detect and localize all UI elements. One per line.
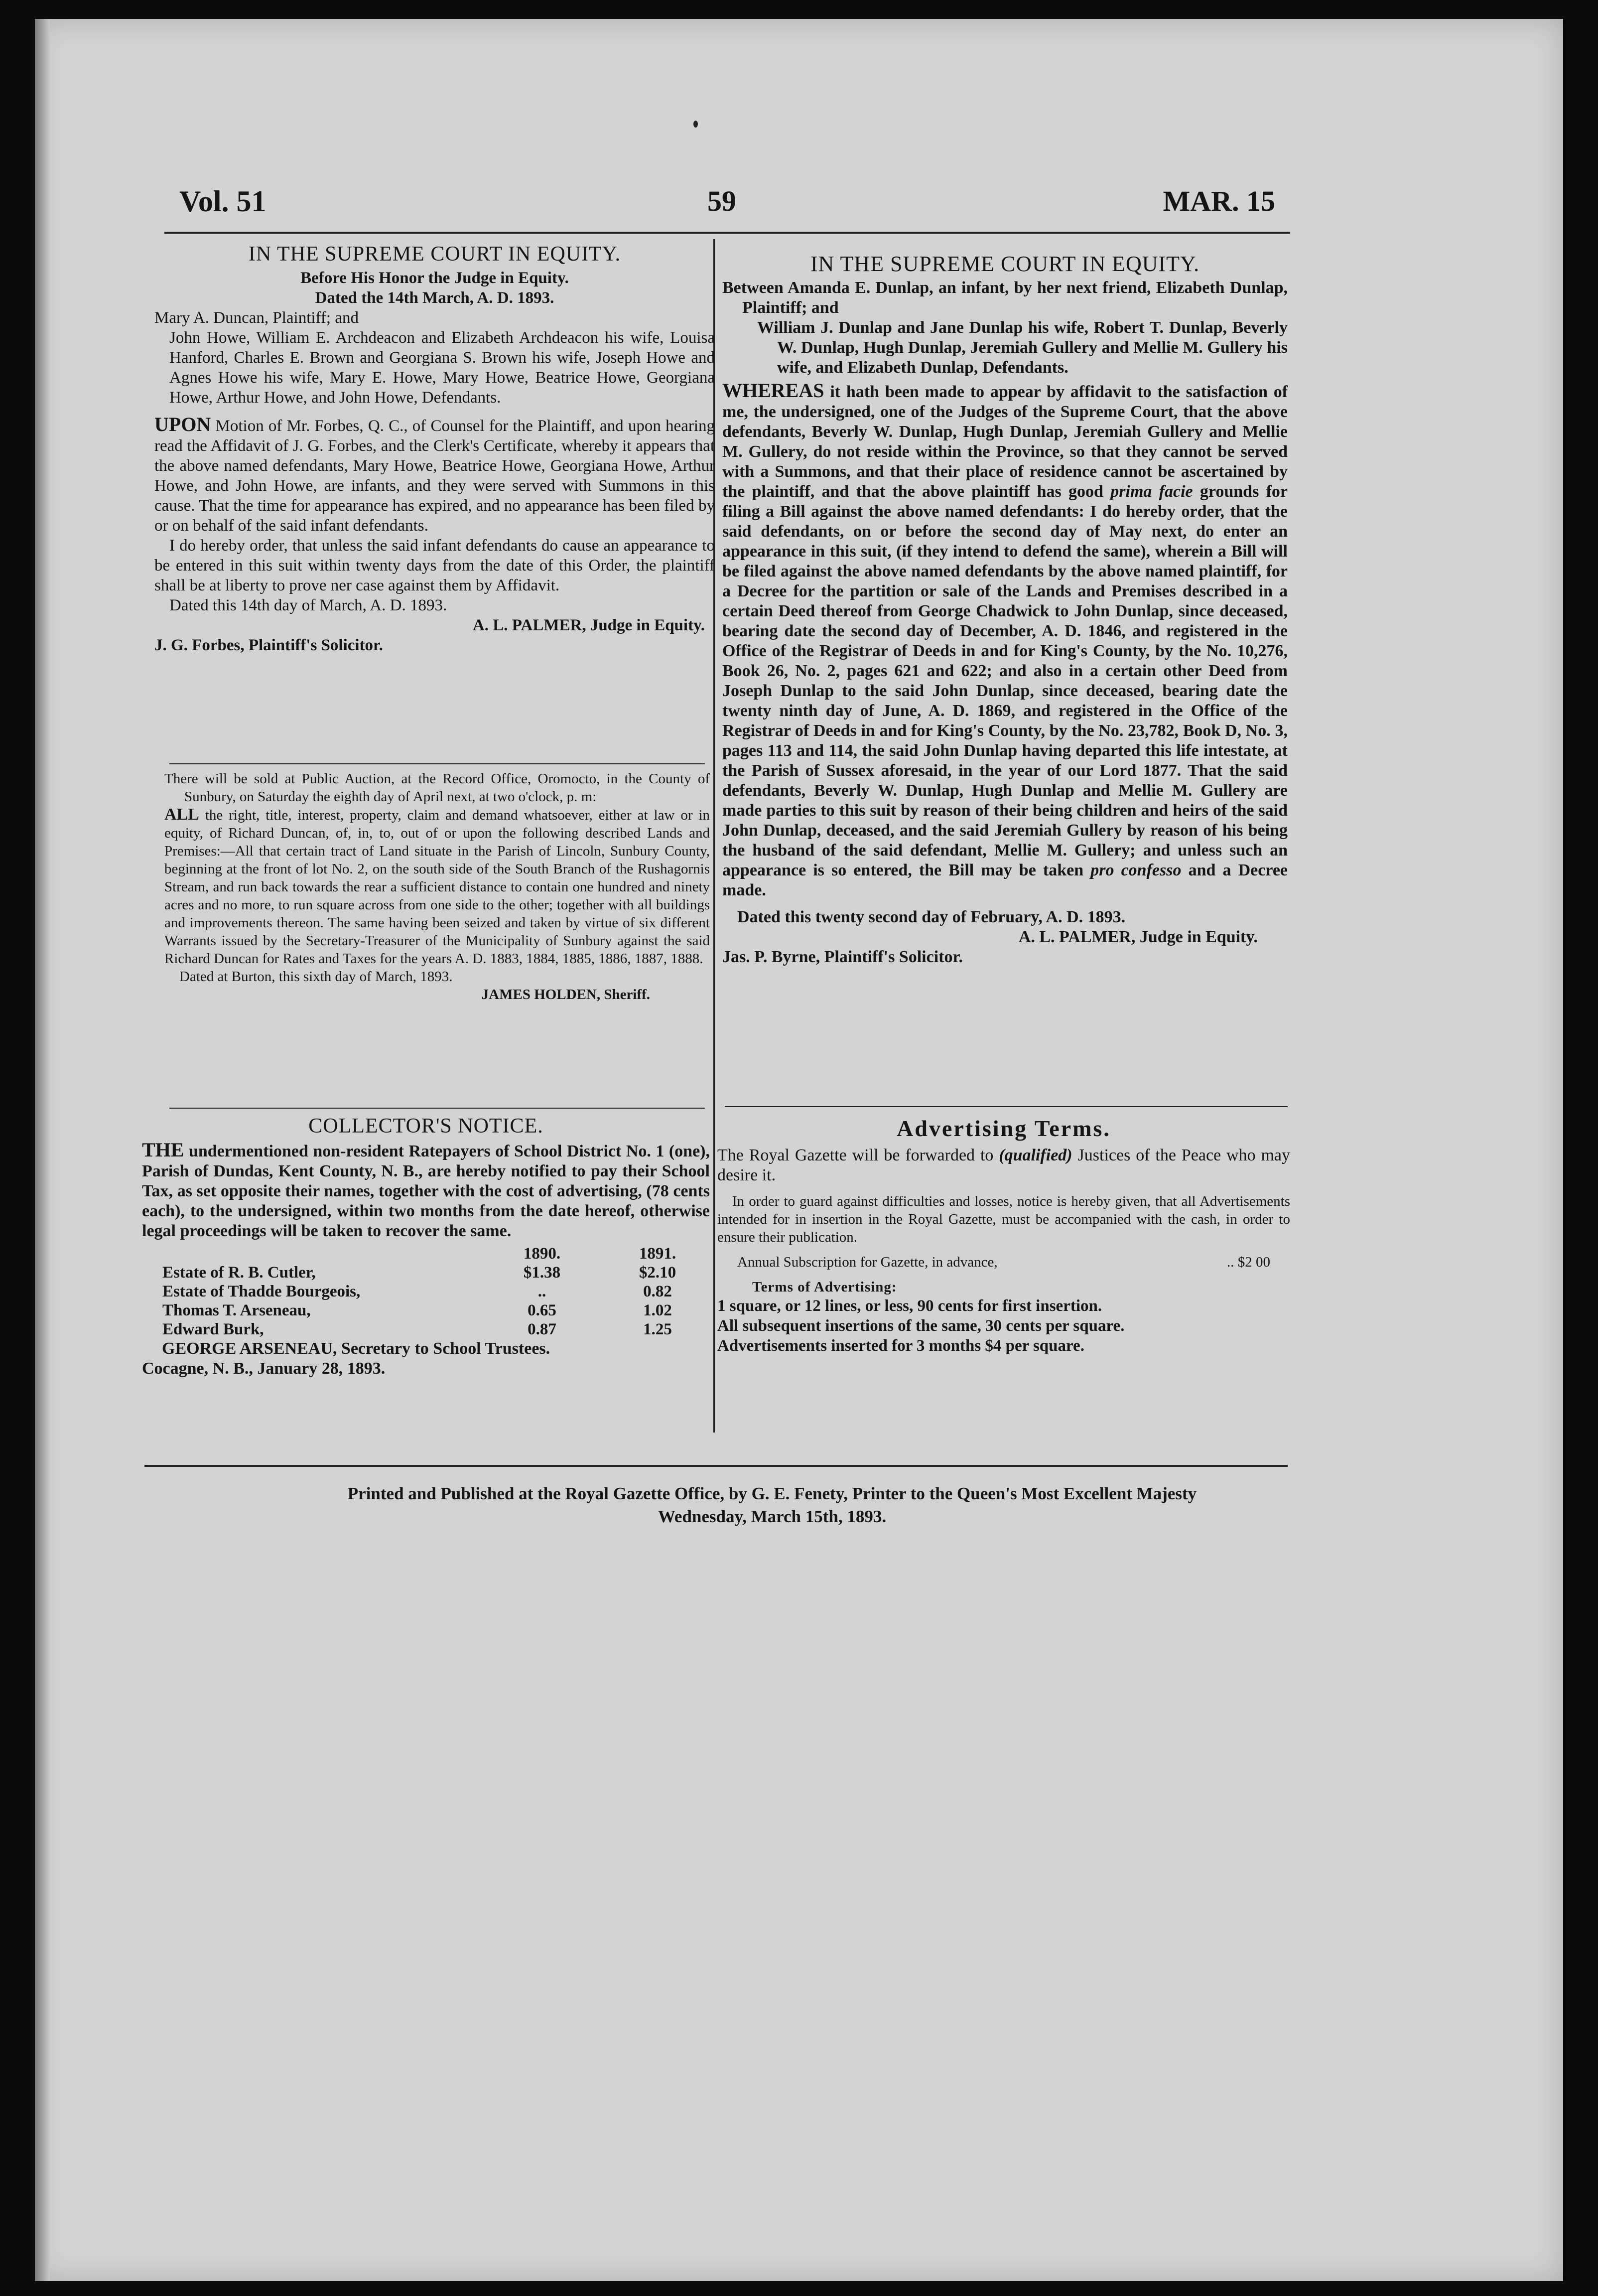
page-gutter: [35, 19, 50, 2281]
header-rule: [164, 232, 1290, 234]
tax-1891: 1.02: [643, 1301, 672, 1319]
notice-defendants: John Howe, William E. Archdeacon and Elizabeth Archdeacon his wife, Louisa Hanford, Charles E. Brown and Georgiana S. Brown his wife, Joseph Howe and Agnes Howe his wife, Mary E. Howe, Mary Howe, Beatrice Howe, Georgiana Howe, Arthur Howe, and John Howe, Defendants.: [169, 329, 715, 407]
sale-all-lead: ALL: [164, 805, 199, 824]
page-header: [179, 184, 1275, 224]
supreme-court-notice-left: [154, 244, 715, 655]
sale-dated: Dated at Burton, this sixth day of March, 1893.: [179, 969, 453, 985]
section-rule-2: [169, 1108, 705, 1109]
tax-1890: 0.87: [528, 1320, 556, 1338]
forwarded-text-b: Justices of the Peace who may desire it.: [717, 1146, 1291, 1184]
year-1891-header: 1891.: [639, 1245, 676, 1263]
collector-body: undermentioned non-resident Ratepayers of School District No. 1 (one), Parish of Dundas, Kent County, N. B., are hereby notified to pay their School Tax, as set opposite their names, together with the cost of advertising, (78 cents each), to the undersigned, within two months from the date hereof, otherwise legal proceedings will be taken to recover the same.: [142, 1142, 710, 1240]
advertising-terms: [717, 1116, 1291, 1356]
table-row: [159, 1301, 705, 1320]
ratepayer-name: Estate of R. B. Cutler,: [162, 1264, 316, 1282]
right-notice-defendants: William J. Dunlap and Jane Dunlap his wife, Robert T. Dunlap, Beverly W. Dunlap, Hugh Dunlap, Jeremiah Gullery and Mellie M. Gullery his wife, and Elizabeth Dunlap, Defendants.: [757, 318, 1288, 377]
whereas-body-2: grounds for filing a Bill against the above named defendants: I do hereby order, that the said defendants, on or before the second day of May next, do enter an appearance in this suit, (if they intend to defend the same), wherein a Bill will be filed against the above named defendants by the above named plaintiff, for a Decree for the partition or sale of the Lands and Premises described in a certain Deed thereof from George Chadwick to John Dunlap, since deceased, bearing date the second day of December, A. D. 1846, and registered in the Office of the Registrar of Deeds in and for King's County, by the No. 10,276, Book 26, No. 2, pages 621 and 622; and also in a certain other Deed from Joseph Dunlap to the said John Dunlap, since deceased, bearing date the twenty ninth day of June, A. D. 1869, and registered in the Office of the Registrar of Deeds in and for King's County, by the No. 23,782, Book D, No. 3, pages 113 and 114, the said John Dunlap having departed this life intestate, at the Parish of Sussex aforesaid, in the year of our Lord 1877. That the said defendants, Beverly W. Dunlap, Hugh Dunlap and Mellie M. Gullery are made parties to this suit by reason of their being children and heirs of the said John Dunlap, deceased, and the said Jeremiah Gullery by reason of his being the husband of the said defendant, Mellie M. Gullery; and unless such an appearance is so entered, the Bill may be taken: [722, 482, 1288, 879]
ratepayer-name: Estate of Thadde Bourgeois,: [162, 1283, 361, 1300]
subscription-label: Annual Subscription for Gazette, in advance,: [737, 1254, 998, 1270]
whereas-lead: WHEREAS: [722, 379, 824, 402]
terms-item: Advertisements inserted for 3 months $4 per square.: [717, 1337, 1084, 1355]
collector-lead: THE: [142, 1139, 184, 1161]
table-row: [159, 1282, 705, 1301]
table-row: [159, 1320, 705, 1339]
tax-1891: 1.25: [643, 1320, 672, 1338]
upon-lead: UPON: [154, 413, 211, 435]
subscription-price: .. $2 00: [1227, 1254, 1270, 1270]
tax-1891: $2.10: [639, 1264, 676, 1282]
right-notice-solicitor: Jas. P. Byrne, Plaintiff's Solicitor.: [722, 948, 963, 966]
sheriff-sale: [164, 770, 710, 1004]
notice-plaintiff: Mary A. Duncan, Plaintiff; and: [154, 309, 359, 327]
terms-heading: Terms of Advertising:: [752, 1279, 897, 1295]
footer-rule: [144, 1465, 1288, 1467]
tax-1890: 0.65: [528, 1301, 556, 1319]
page-number: 59: [707, 185, 736, 217]
publication-footer: [144, 1482, 1400, 1528]
sale-intro: There will be sold at Public Auction, at the Record Office, Oromocto, in the County of Sunbury, on Saturday the eighth day of April next, at two o'clock, p. m:: [164, 771, 710, 805]
ink-speck: [693, 121, 698, 128]
tax-1890: $1.38: [523, 1264, 561, 1282]
notice-before: Before His Honor the Judge in Equity.: [300, 269, 569, 287]
ratepayer-name: Edward Burk,: [162, 1320, 264, 1338]
pro-confesso: pro confesso: [1090, 861, 1182, 879]
section-rule-3: [725, 1106, 1288, 1107]
year-1890-header: 1890.: [523, 1245, 561, 1263]
notice-dated-this: Dated this 14th day of March, A. D. 1893.: [169, 596, 447, 614]
tax-table-header: [159, 1244, 705, 1263]
forwarded-text-a: The Royal Gazette will be forwarded to: [717, 1146, 994, 1164]
left-column: [154, 244, 715, 655]
terms-item: 1 square, or 12 lines, or less, 90 cents for first insertion.: [717, 1297, 1102, 1315]
sale-signed: JAMES HOLDEN, Sheriff.: [481, 987, 650, 1003]
notice-order: I do hereby order, that unless the said infant defendants do cause an appearance to be entered in this suit within twenty days from the date of this Order, the plaintiff shall be at liberty to prove ner case against them by Affidavit.: [154, 537, 715, 594]
collector-heading: COLLECTOR'S NOTICE.: [308, 1115, 543, 1138]
table-row: [159, 1263, 705, 1282]
tax-1891: 0.82: [643, 1283, 672, 1300]
right-notice-between: Between Amanda E. Dunlap, an infant, by her next friend, Elizabeth Dunlap, Plaintiff; and: [722, 279, 1288, 317]
whereas-body-1: it hath been made to appear by affidavit to the satisfaction of me, the undersigned, one of the Judges of the Supreme Court, that the above defendants, Beverly W. Dunlap, Hugh Dunlap, Jeremiah Gullery and Mellie M. Gullery, do not reside within the Province, so that they cannot be served with a Summons, and that their place of residence cannot be ascertained by the plaintiff, and that the above plaintiff has good: [722, 383, 1288, 501]
notice-judge: A. L. PALMER, Judge in Equity.: [472, 616, 705, 634]
tax-table: [159, 1244, 705, 1339]
collector-signed: GEORGE ARSENEAU, Secretary to School Trustees.: [162, 1339, 550, 1358]
right-notice-dated: Dated this twenty second day of February, A. D. 1893.: [737, 908, 1126, 926]
collectors-notice: [142, 1116, 710, 1379]
prima-facie: prima facie: [1110, 482, 1193, 501]
advertising-title: Advertising Terms.: [897, 1116, 1111, 1141]
right-notice-heading: IN THE SUPREME COURT IN EQUITY.: [810, 252, 1200, 276]
whereas-body-3: and a Decree made.: [722, 861, 1288, 899]
section-rule-1: [169, 763, 705, 764]
subscription-line: [717, 1253, 1290, 1271]
footer-date: Wednesday, March 15th, 1893.: [658, 1507, 887, 1526]
terms-item: All subsequent insertions of the same, 30 cents per square.: [717, 1317, 1125, 1335]
advertising-guard: In order to guard against difficulties and losses, notice is hereby given, that all Advertisements intended for in insertion in the Royal Gazette, must be accompanied with the cash, in order to ensure their publication.: [717, 1193, 1290, 1245]
sale-body: the right, title, interest, property, claim and demand whatsoever, either at law or in equity, of Richard Duncan, of, in, to, out of or upon the following described Lands and Premises:—All that certain tract of Land situate in the Parish of Lincoln, Sunbury County, beginning at the front of lot No. 2, on the south side of the South Branch of the Rushagornis Stream, and run back towards the rear a sufficient distance to contain one hundred and ninety acres and no more, to run square across from one side to the other; together with all buildings and improvements thereon. The same having been seized and taken by virtue of six different Warrants issued by the Secretary-Treasurer of the Municipality of Sunbury against the said Richard Duncan for Rates and Taxes for the years A. D. 1883, 1884, 1885, 1886, 1887, 1888.: [164, 807, 710, 967]
footer-printer: Printed and Published at the Royal Gazette Office, by G. E. Fenety, Printer to the Queen's Most Excellent Majesty: [347, 1484, 1197, 1503]
issue-date: MAR. 15: [1163, 185, 1275, 217]
volume-label: Vol. 51: [179, 185, 266, 218]
collector-place-date: Cocagne, N. B., January 28, 1893.: [142, 1359, 386, 1378]
qualified-text: (qualified): [999, 1146, 1072, 1164]
ratepayer-name: Thomas T. Arseneau,: [162, 1301, 311, 1319]
right-column: [722, 254, 1288, 967]
notice-dated: Dated the 14th March, A. D. 1893.: [315, 289, 554, 307]
upon-body: Motion of Mr. Forbes, Q. C., of Counsel for the Plaintiff, and upon hearing read the Affidavit of J. G. Forbes, and the Clerk's Certificate, whereby it appears that the above named defendants, Mary Howe, Beatrice Howe, Georgiana Howe, Arthur Howe, and John Howe, are infants, and they were served with Summons in this cause. That the time for appearance has expired, and no appearance has been filed by or on behalf of the said infant defendants.: [154, 417, 715, 535]
notice-heading: IN THE SUPREME COURT IN EQUITY.: [248, 243, 621, 266]
tax-1890: ..: [537, 1283, 546, 1300]
right-notice-judge: A. L. PALMER, Judge in Equity.: [1018, 928, 1258, 946]
notice-solicitor: J. G. Forbes, Plaintiff's Solicitor.: [154, 636, 383, 654]
